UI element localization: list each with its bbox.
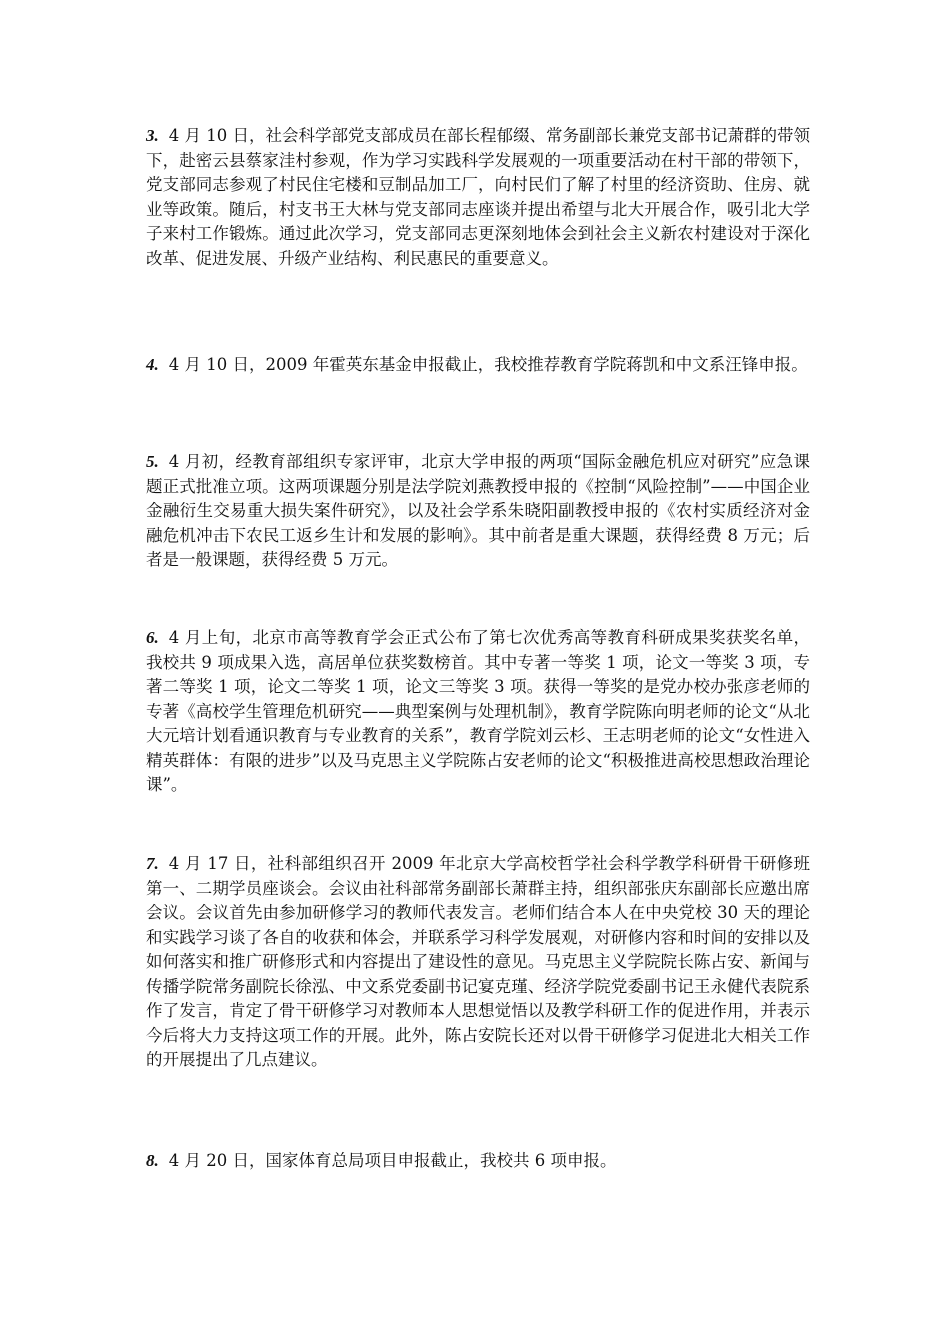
- item-text: 4 月 10 日，2009 年霍英东基金申报截止，我校推荐教育学院蒋凯和中文系汪锋申报。: [168, 355, 808, 374]
- news-item-4: [146, 353, 810, 378]
- item-text: 4 月上旬，北京市高等教育学会正式公布了第七次优秀高等教育科研成果奖获奖名单，我校共 9 项成果入选，高居单位获奖数榜首。其中专著一等奖 1 项，论文一等奖 3 项，专著二等奖 1 项，论文二等奖 1 项，论文三等奖 3 项。获得一等奖的是党办校办张彦老师的专著《高校学生管理危机研究——典型案例与处理机制》，教育学院陈向明老师的论文“从北大元培计划看通识教育与专业教育的关系”，教育学院刘云杉、王志明老师的论文“女性进入精英群体：有限的进步”以及马克思主义学院陈占安老师的论文“积极推进高校思想政治理论课”。: [146, 628, 810, 794]
- item-number: 5.: [146, 452, 159, 471]
- item-number: 4.: [146, 355, 159, 374]
- news-item-7: [146, 852, 810, 1073]
- item-text: 4 月 10 日，社会科学部党支部成员在部长程郁缀、常务副部长兼党支部书记萧群的带领下，赴密云县蔡家洼村参观，作为学习实践科学发展观的一项重要活动在村干部的带领下，党支部同志参观了村民住宅楼和豆制品加工厂，向村民们了解了村里的经济资助、住房、就业等政策。随后，村支书王大林与党支部同志座谈并提出希望与北大开展合作，吸引北大学子来村工作锻炼。通过此次学习，党支部同志更深刻地体会到社会主义新农村建设对于深化改革、促进发展、升级产业结构、利民惠民的重要意义。: [146, 126, 810, 268]
- news-item-6: [146, 626, 810, 798]
- item-text: 4 月 17 日，社科部组织召开 2009 年北京大学高校哲学社会科学教学科研骨干研修班第一、二期学员座谈会。会议由社科部常务副部长萧群主持，组织部张庆东副部长应邀出席会议。会议首先由参加研修学习的教师代表发言。老师们结合本人在中央党校 30 天的理论和实践学习谈了各自的收获和体会，并联系学习科学发展观，对研修内容和时间的安排以及如何落实和推广研修形式和内容提出了建设性的意见。马克思主义学院院长陈占安、新闻与传播学院常务副院长徐泓、中文系党委副书记宴克瑾、经济学院党委副书记王永健代表院系作了发言，肯定了骨干研修学习对教师本人思想觉悟以及教学科研工作的促进作用，并表示今后将大力支持这项工作的开展。此外，陈占安院长还对以骨干研修学习促进北大相关工作的开展提出了几点建议。: [146, 854, 810, 1069]
- item-number: 3.: [146, 126, 159, 145]
- news-item-3: [146, 124, 810, 271]
- item-number: 8.: [146, 1151, 159, 1170]
- item-number: 7.: [146, 854, 159, 873]
- news-item-8: [146, 1149, 810, 1174]
- item-text: 4 月 20 日，国家体育总局项目申报截止，我校共 6 项申报。: [168, 1151, 617, 1170]
- item-number: 6.: [146, 628, 159, 647]
- item-text: 4 月初，经教育部组织专家评审，北京大学申报的两项“国际金融危机应对研究”应急课题正式批准立项。这两项课题分别是法学院刘燕教授申报的《控制“风险控制”——中国企业金融衍生交易重大损失案件研究》，以及社会学系朱晓阳副教授申报的《农村实质经济对金融危机冲击下农民工返乡生计和发展的影响》。其中前者是重大课题，获得经费 8 万元；后者是一般课题，获得经费 5 万元。: [146, 452, 810, 569]
- news-item-5: [146, 450, 810, 573]
